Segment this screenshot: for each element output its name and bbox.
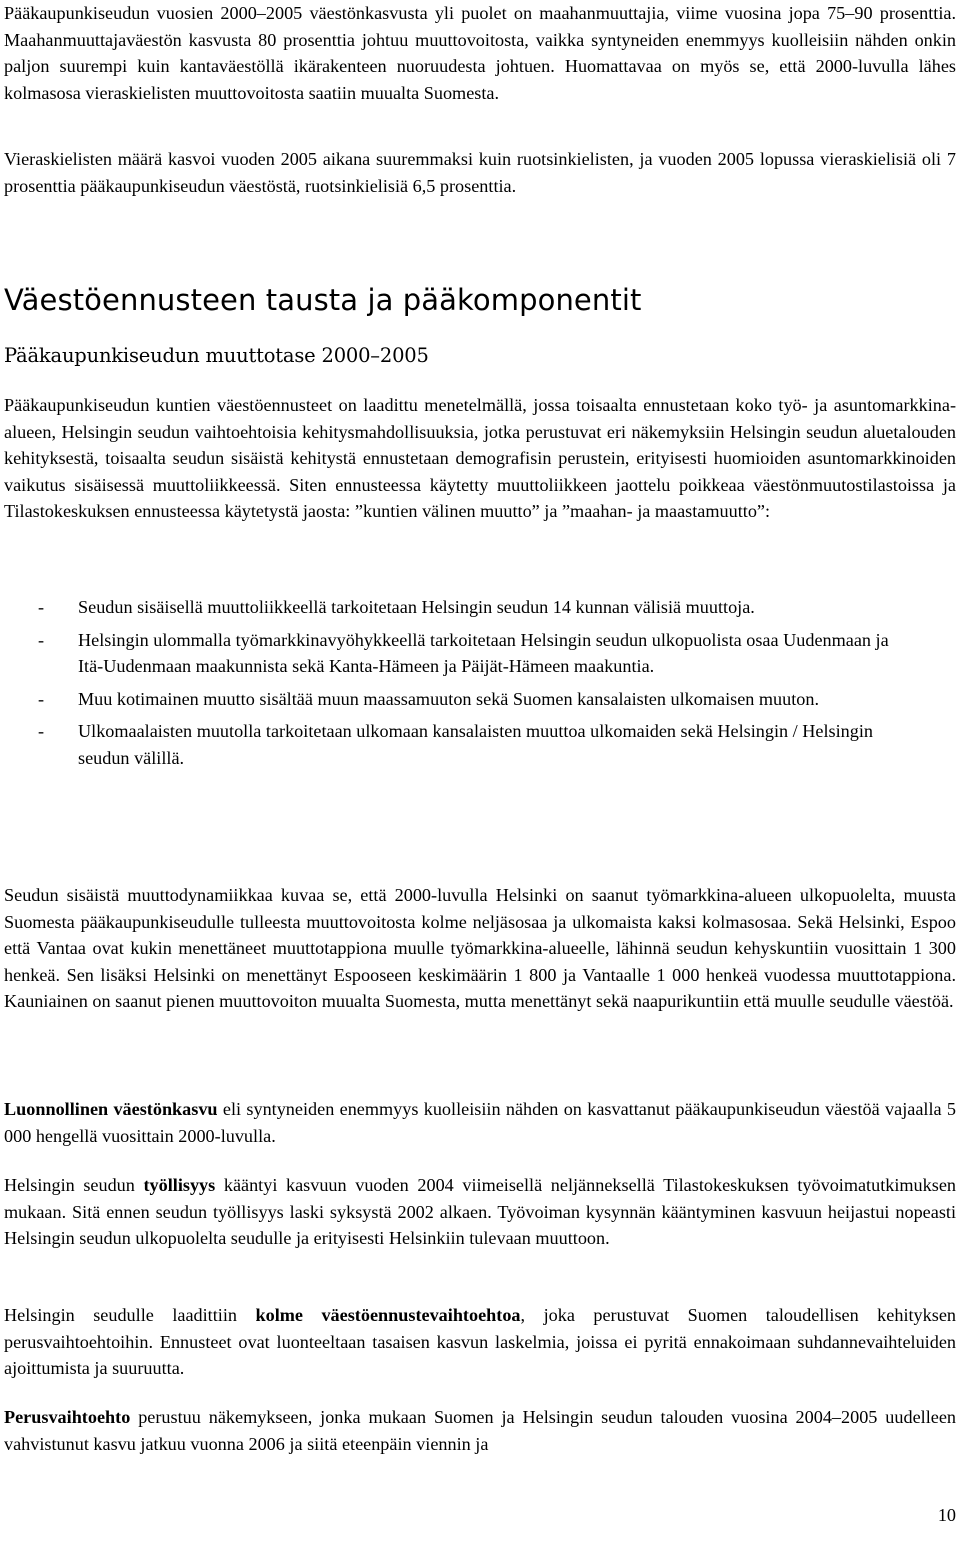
list-dash: - (38, 629, 45, 650)
list-item-text: Ulkomaalaisten muutolla tarkoitetaan ulkomaan kansalaisten muuttoa ulkomaiden sekä Helsingin / Helsingin seudun välillä. (78, 721, 874, 768)
list-dash: - (38, 688, 45, 709)
paragraph-employment (4, 1172, 956, 1252)
paragraph-text: Helsingin seudulle laadittiin (4, 1305, 256, 1325)
list-dash: - (38, 721, 45, 742)
list-item-text: Seudun sisäisellä muuttoliikkeellä tarkoitetaan Helsingin seudun 14 kunnan välisiä muuttoja. (78, 597, 755, 617)
list-item (0, 686, 910, 713)
migration-definitions-list (0, 594, 960, 778)
paragraph-text: kääntyi kasvuun vuoden 2004 viimeisellä neljänneksellä Tilastokeskuksen työvoimatutkimuksen mukaan. Sitä ennen seudun työllisyys laski syksystä 2002 alkaen. Työvoiman kysynnän kääntyminen kasvuun heijastui nopeasti Helsingin seudun ulkopuolelta seudulle ja erityisesti Helsinkiin tulevaan muuttoon. (4, 1175, 956, 1249)
bold-term: työllisyys (143, 1175, 216, 1195)
paragraph-foreign-language-speakers: Vieraskielisten määrä kasvoi vuoden 2005 aikana suuremmaksi kuin ruotsinkielisten, ja vuoden 2005 lopussa vieraskielisiä oli 7 prosenttia pääkaupunkiseudun väestöstä, ruotsinkielisiä 6,5 prosenttia. (4, 149, 956, 196)
paragraph-text: perustuu näkemykseen, jonka mukaan Suomen ja Helsingin seudun talouden vuosina 2004–2005 uudelleen vahvistunut kasvu jatkuu vuonna 2006 ja siitä eteenpäin viennin ja (4, 1407, 956, 1454)
bold-term: Perusvaihtoehto (4, 1407, 131, 1427)
paragraph-population-growth: Pääkaupunkiseudun vuosien 2000–2005 väestönkasvusta yli puolet on maahanmuuttajia, viime vuosina jopa 75–90 prosenttia. Maahanmuuttajaväestön kasvusta 80 prosenttia johtuu muuttovoitosta, vaikka syntyneiden enemmyys kuolleisiin nähden onkin paljon suurempi kuin kantaväestöllä ikärakenteen nuoruudesta johtuen. Huomattavaa on myös se, että 2000-luvulla lähes kolmasosa vieraskielisten muuttovoitosta saatiin muualta Suomesta. (4, 3, 956, 103)
paragraph-forecast-alternatives (4, 1302, 956, 1382)
list-item-text: Helsingin ulommalla työmarkkinavyöhykkeellä tarkoitetaan Helsingin seudun ulkopuolista osaa Uudenmaan ja Itä-Uudenmaan maakunnista sekä Kanta-Hämeen ja Päijät-Hämeen maakuntia. (78, 629, 889, 677)
paragraph-forecast-method: Pääkaupunkiseudun kuntien väestöennusteet on laadittu menetelmällä, jossa toisaalta ennustetaan koko työ- ja asuntomarkkina-alueen, Helsingin seudun vaihtoehtoisia kehitysmahdollisuuksia, jotka perustuvat eri näkemyksiin Helsingin seudun aluetalouden kehityksestä, toisaalta seudun sisäistä kehitystä ennustetaan demografisin perustein, erityisesti huomioiden asuntomarkkinoiden vaikutus sisäisessä muuttoliikkeessä. Siten ennusteessa käytetty muuttoliikkeen jaottelu poikkeaa väestönmuutostilastoissa ja Tilastokeskuksen ennusteessa käytetystä jaosta: ”kuntien välinen muutto” ja ”maahan- ja maastamuutto”: (4, 395, 956, 522)
paragraph-natural-growth (4, 1096, 956, 1149)
subsection-heading: Pääkaupunkiseudun muuttotase 2000–2005 (4, 344, 429, 367)
paragraph-text: eli syntyneiden enemmyys kuolleisiin nähden on kasvattanut pääkaupunkiseudun väestöä vajaalla 5 000 hengellä vuosittain 2000-luvulla. (4, 1099, 956, 1146)
list-item (0, 718, 910, 771)
paragraph-basic-alternative (4, 1404, 956, 1457)
list-item (0, 594, 910, 621)
list-item (0, 627, 910, 680)
bold-term: kolme väestöennustevaihtoehtoa (255, 1305, 521, 1325)
paragraph-text: , joka perustuvat Suomen taloudellisen kehityksen perusvaihtoehtoihin. Ennusteet ovat luonteeltaan tasaisen kasvun laskelmia, joissa ei pyritä ennakoimaan suhdannevaihteluiden ajoittumista ja suuruutta. (4, 1305, 956, 1379)
section-heading: Väestöennusteen tausta ja pääkomponentit (4, 283, 642, 317)
paragraph-migration-dynamics: Seudun sisäistä muuttodynamiikkaa kuvaa se, että 2000-luvulla Helsinki on saanut työmarkkina-alueen ulkopuolelta, muusta Suomesta pääkaupunkiseudulle tulleesta muuttovoitosta kolme neljäsosaa ja ulkomaista kaksi kolmasosaa. Sekä Helsinki, Espoo että Vantaa ovat kukin menettäneet muuttotappiona muulle työmarkkina-alueelle, lähinnä seudun kehyskuntiin vuosittain 1 300 henkeä. Sen lisäksi Helsinki on menettänyt Espooseen keskimäärin 1 800 ja Vantaalle 1 000 henkeä vuodessa muuttotappiona. Kauniainen on saanut pienen muuttovoiton muualta Suomesta, mutta menettänyt sekä naapurikuntiin että muulle seudulle väestöä. (4, 885, 956, 1012)
list-dash: - (38, 597, 45, 617)
bold-term: Luonnollinen väestönkasvu (4, 1099, 218, 1119)
paragraph-text: Helsingin seudun (4, 1175, 144, 1195)
list-item-text: Muu kotimainen muutto sisältää muun maassamuuton sekä Suomen kansalaisten ulkomaisen muuton. (78, 688, 820, 709)
page-number: 10 (937, 1505, 956, 1525)
